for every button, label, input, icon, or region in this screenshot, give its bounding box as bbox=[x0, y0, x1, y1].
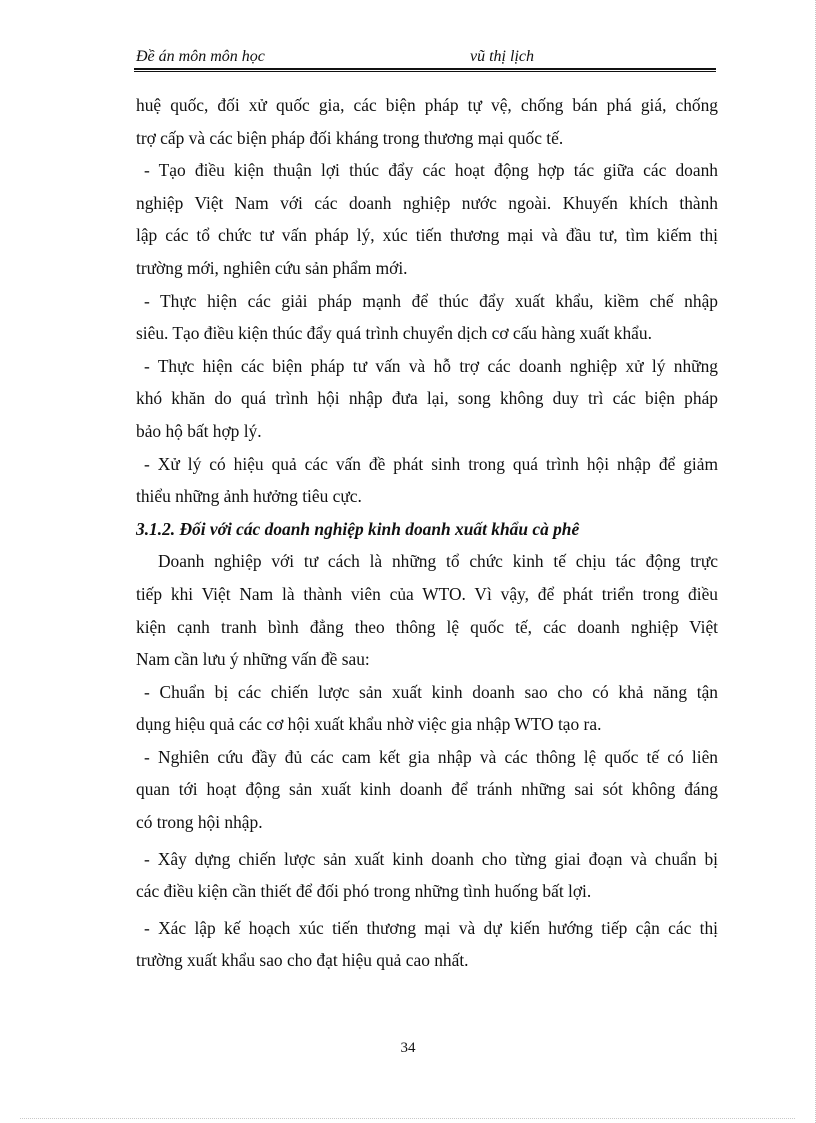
bullet-line: - Chuẩn bị các chiến lược sản xuất kinh doanh sao cho có khả năng tận bbox=[144, 681, 718, 702]
header-author: vũ thị lịch bbox=[470, 48, 534, 65]
paragraph: Doanh nghiệp với tư cách là những tổ chức kinh tế chịu tác động trực bbox=[158, 551, 718, 572]
paragraph-end: Nam cần lưu ý những vấn đề sau: bbox=[136, 649, 370, 670]
paragraph-end: thiểu những ảnh hưởng tiêu cực. bbox=[136, 486, 362, 507]
bullet-line: - Nghiên cứu đầy đủ các cam kết gia nhập và các thông lệ quốc tế có liên bbox=[144, 746, 718, 767]
bullet-line: - Thực hiện các giải pháp mạnh để thúc đẩy xuất khẩu, kiềm chế nhập bbox=[144, 290, 718, 311]
page-number: 34 bbox=[400, 1040, 416, 1056]
bullet-line: - Xác lập kế hoạch xúc tiến thương mại và dự kiến hướng tiếp cận các thị bbox=[144, 917, 718, 938]
paragraph: lập các tổ chức tư vấn pháp lý, xúc tiến thương mại và đầu tư, tìm kiếm thị bbox=[136, 225, 718, 246]
page-bottom-edge bbox=[20, 1118, 795, 1119]
paragraph-end: trợ cấp và các biện pháp đối kháng trong thương mại quốc tế. bbox=[136, 127, 564, 148]
paragraph: kiện cạnh tranh bình đẳng theo thông lệ quốc tế, các doanh nghiệp Việt bbox=[136, 616, 718, 637]
paragraph-end: có trong hội nhập. bbox=[136, 812, 263, 833]
paragraph-end: bảo hộ bất hợp lý. bbox=[136, 420, 262, 441]
paragraph: huệ quốc, đối xử quốc gia, các biện pháp tự vệ, chống bán phá giá, chống bbox=[136, 95, 718, 115]
paragraph-end: trường mới, nghiên cứu sản phẩm mới. bbox=[136, 257, 408, 278]
paragraph: khó khăn do quá trình hội nhập đưa lại, song không duy trì các biện pháp bbox=[136, 388, 718, 409]
header-course-title: Đề án môn môn học bbox=[136, 48, 265, 65]
bullet-line: - Xây dựng chiến lược sản xuất kinh doanh cho từng giai đoạn và chuẩn bị bbox=[144, 848, 718, 869]
paragraph-end: các điều kiện cần thiết để đối phó trong những tình huống bất lợi. bbox=[136, 881, 592, 902]
paragraph-end: trường xuất khẩu sao cho đạt hiệu quả cao nhất. bbox=[136, 950, 469, 971]
paragraph: tiếp khi Việt Nam là thành viên của WTO. Vì vậy, để phát triển trong điều bbox=[136, 583, 718, 604]
paragraph-end: dụng hiệu quả các cơ hội xuất khẩu nhờ việc gia nhập WTO tạo ra. bbox=[136, 714, 602, 735]
bullet-line: - Thực hiện các biện pháp tư vấn và hỗ trợ các doanh nghiệp xử lý những bbox=[144, 355, 718, 376]
paragraph: nghiệp Việt Nam với các doanh nghiệp nước ngoài. Khuyến khích thành bbox=[136, 192, 718, 213]
paragraph: quan tới hoạt động sản xuất kinh doanh để tránh những sai sót không đáng bbox=[136, 779, 718, 800]
header-double-rule bbox=[134, 68, 716, 72]
body-text bbox=[136, 89, 718, 977]
section-heading: 3.1.2. Đối với các doanh nghiệp kinh doanh xuất khẩu cà phê bbox=[136, 518, 580, 539]
bullet-line: - Xử lý có hiệu quả các vấn đề phát sinh trong quá trình hội nhập để giảm bbox=[144, 453, 718, 474]
page-header bbox=[136, 46, 716, 70]
bullet-line: - Tạo điều kiện thuận lợi thúc đẩy các hoạt động hợp tác giữa các doanh bbox=[144, 160, 718, 181]
paragraph-end: siêu. Tạo điều kiện thúc đẩy quá trình chuyển dịch cơ cấu hàng xuất khẩu. bbox=[136, 323, 652, 344]
